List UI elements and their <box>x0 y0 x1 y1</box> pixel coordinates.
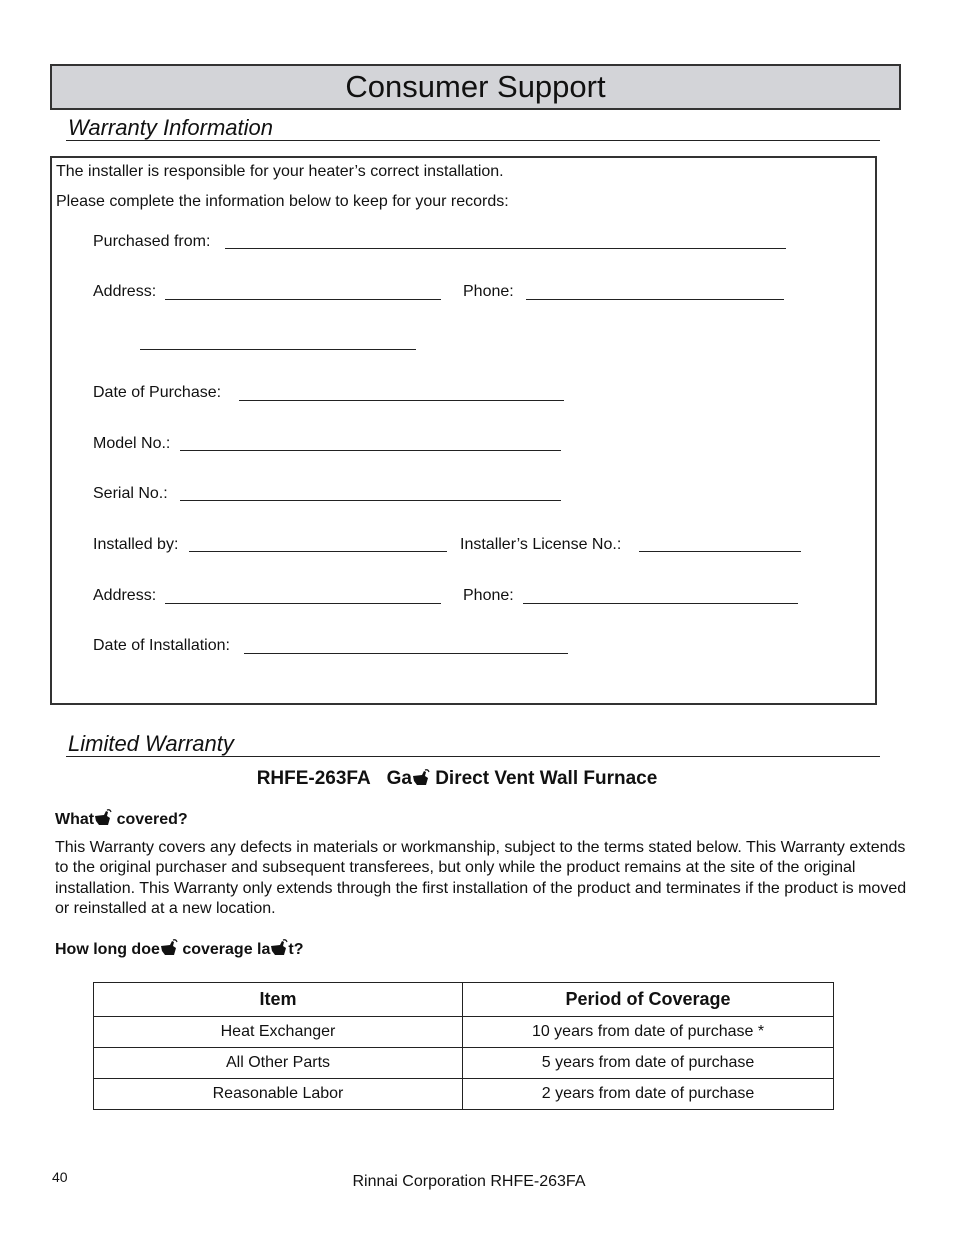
hand-pointer-icon <box>270 939 288 957</box>
table-cell-period: 2 years from date of purchase <box>463 1079 834 1110</box>
date-of-installation-label: Date of Installation: <box>93 637 230 654</box>
table-cell-item: Reasonable Labor <box>94 1079 463 1110</box>
installer-note: The installer is responsible for your heater’s correct installation. <box>56 163 504 180</box>
how-long-heading <box>55 939 304 959</box>
hand-pointer-icon <box>94 809 112 827</box>
installed-by-field[interactable] <box>189 551 447 552</box>
purchased-from-field[interactable] <box>225 248 786 249</box>
limited-warranty-heading: Limited Warranty <box>66 731 880 757</box>
serial-no-field[interactable] <box>180 500 561 501</box>
how-long-part-c: t? <box>288 941 304 958</box>
installer-license-label: Installer’s License No.: <box>460 536 622 553</box>
page-number: 40 <box>52 1169 68 1185</box>
coverage-table <box>93 982 834 1110</box>
purchase-phone-label: Phone: <box>463 283 514 300</box>
installer-phone-field[interactable] <box>523 603 798 604</box>
product-name: Direct Vent Wall Furnace <box>435 768 658 789</box>
table-row <box>94 1017 834 1048</box>
table-row <box>94 1048 834 1079</box>
table-cell-period: 10 years from date of purchase * <box>463 1017 834 1048</box>
product-model: RHFE-263FA <box>256 768 371 789</box>
column-header-item: Item <box>94 983 463 1017</box>
table-cell-period: 5 years from date of purchase <box>463 1048 834 1079</box>
hand-pointer-icon <box>412 769 430 787</box>
model-no-label: Model No.: <box>93 435 171 452</box>
whats-covered-part-b: covered? <box>116 811 188 828</box>
purchased-from-label: Purchased from: <box>93 233 211 250</box>
table-header-row <box>94 983 834 1017</box>
page-title: Consumer Support <box>50 64 901 110</box>
how-long-part-b: coverage la <box>182 941 271 958</box>
table-cell-item: All Other Parts <box>94 1048 463 1079</box>
purchase-address-label: Address: <box>93 283 157 300</box>
coverage-paragraph: This Warranty covers any defects in materials or workmanship, subject to the terms stated below. This Warranty extends to the original purchaser and subsequent transferees, but only while the product remains at the site of the original installation. This Warranty only extends through the first installation of the product and terminates if the product is moved or reinstalled at a new location. <box>55 839 907 918</box>
table-cell-item: Heat Exchanger <box>94 1017 463 1048</box>
installed-by-label: Installed by: <box>93 536 179 553</box>
purchase-phone-field[interactable] <box>526 299 784 300</box>
serial-no-label: Serial No.: <box>93 485 168 502</box>
installer-address-field[interactable] <box>165 603 441 604</box>
records-instruction: Please complete the information below to keep for your records: <box>56 193 509 210</box>
product-title <box>0 768 914 790</box>
date-of-purchase-field[interactable] <box>239 400 564 401</box>
date-of-purchase-label: Date of Purchase: <box>93 384 222 401</box>
model-no-field[interactable] <box>180 450 561 451</box>
how-long-part-a: How long doe <box>55 941 160 958</box>
column-header-period: Period of Coverage <box>463 983 834 1017</box>
installer-phone-label: Phone: <box>463 587 514 604</box>
hand-pointer-icon <box>160 939 178 957</box>
installer-license-field[interactable] <box>639 551 801 552</box>
whats-covered-part-a: What <box>55 811 95 828</box>
purchase-address-line-2-field[interactable] <box>140 349 416 350</box>
date-of-installation-field[interactable] <box>244 653 568 654</box>
warranty-information-heading: Warranty Information <box>66 115 880 141</box>
product-ga: Ga <box>386 768 412 789</box>
whats-covered-heading <box>55 809 188 829</box>
table-row <box>94 1079 834 1110</box>
installer-address-label: Address: <box>93 587 157 604</box>
purchase-address-field[interactable] <box>165 299 441 300</box>
footer-doc-title: Rinnai Corporation RHFE-263FA <box>352 1173 586 1190</box>
